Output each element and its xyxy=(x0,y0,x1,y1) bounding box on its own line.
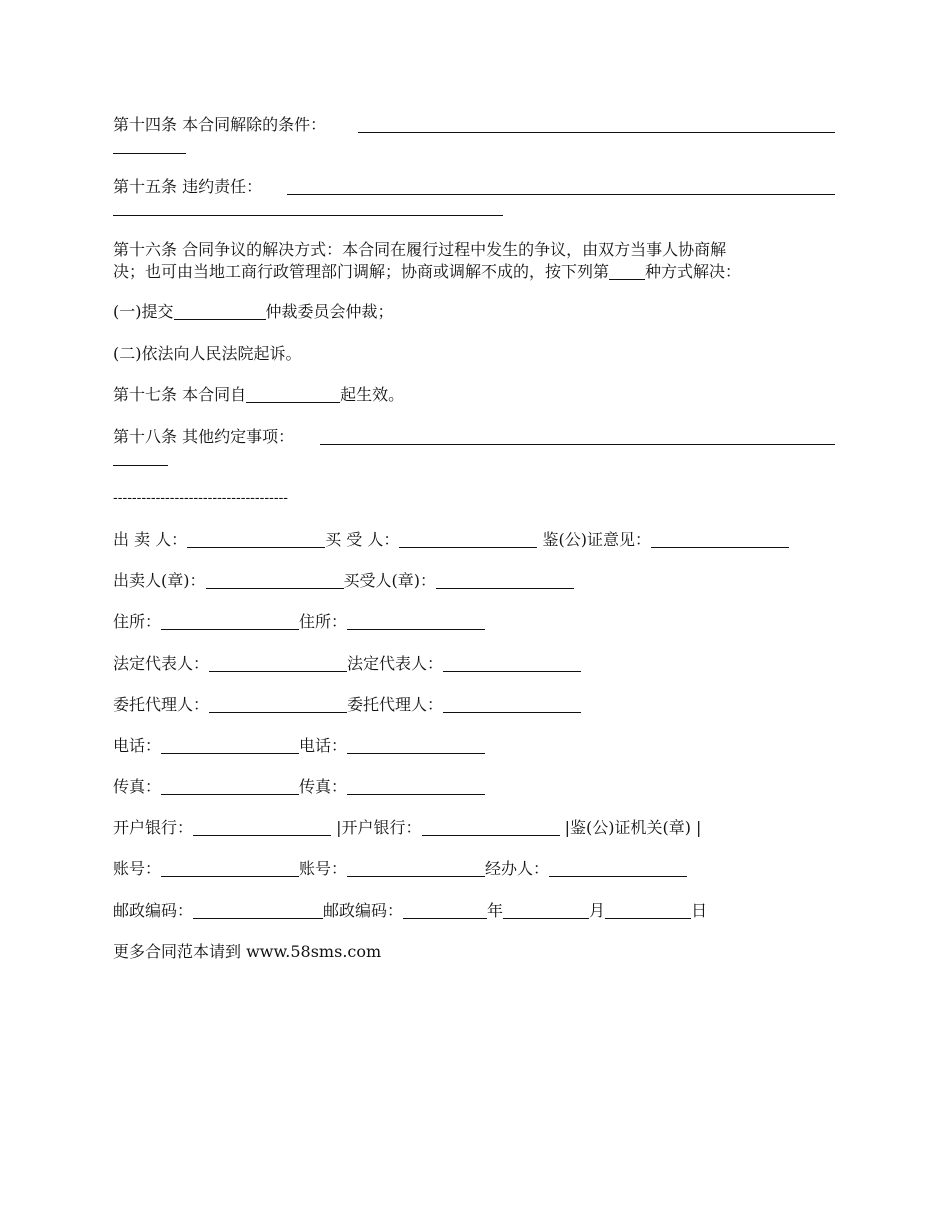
article-18-text: 第十八条 其他约定事项： xyxy=(113,427,295,446)
notary-opinion-label: 鉴(公)证意见： xyxy=(542,530,651,549)
agent-label-2: 委托代理人： xyxy=(347,695,444,714)
article-16-line-2 xyxy=(113,262,741,282)
footer-note xyxy=(113,942,381,962)
day-label: 日 xyxy=(691,901,708,920)
seller-label: 出 卖 人： xyxy=(113,530,188,549)
fax-label-1: 传真： xyxy=(113,777,162,796)
article-14-blank-cont xyxy=(113,153,186,154)
account-blank-1 xyxy=(161,860,299,877)
agent-blank-2 xyxy=(443,696,581,713)
article-16-text-2a: 决；也可由当地工商行政管理部门调解；协商或调解不成的，按下列第 xyxy=(113,262,610,281)
fax-blank-2 xyxy=(347,778,485,795)
year-blank xyxy=(403,902,487,919)
article-15-blank xyxy=(287,194,835,195)
handler-blank xyxy=(549,860,687,877)
option-1-text-a: (一)提交 xyxy=(113,302,174,321)
article-15-text: 第十五条 违约责任： xyxy=(113,177,263,196)
phone-blank-1 xyxy=(161,737,299,754)
article-18-blank-cont xyxy=(113,465,168,466)
bank-label-1: 开户银行： xyxy=(113,818,194,837)
fax-blank-1 xyxy=(161,778,299,795)
article-17-text-a: 第十七条 本合同自 xyxy=(113,385,247,404)
year-label: 年 xyxy=(487,901,504,920)
row-seals xyxy=(113,571,574,591)
row-phone xyxy=(113,736,485,756)
account-blank-2 xyxy=(347,860,485,877)
seller-blank xyxy=(187,531,325,548)
account-label-2: 账号： xyxy=(299,859,348,878)
handler-label: 经办人： xyxy=(485,859,550,878)
address-label-1: 住所： xyxy=(113,612,162,631)
footer-text: 更多合同范本请到 www.58sms.com xyxy=(113,942,382,961)
bank-blank-2 xyxy=(422,819,560,836)
option-1 xyxy=(113,302,394,322)
address-label-2: 住所： xyxy=(299,612,348,631)
separator-line: ------------------------------------- xyxy=(113,490,289,506)
phone-label-2: 电话： xyxy=(299,736,348,755)
fax-label-2: 传真： xyxy=(299,777,348,796)
legal-rep-blank-2 xyxy=(443,655,581,672)
buyer-blank xyxy=(399,531,537,548)
phone-label-1: 电话： xyxy=(113,736,162,755)
article-16-text-1: 第十六条 合同争议的解决方式：本合同在履行过程中发生的争议，由双方当事人协商解 xyxy=(113,240,727,259)
notary-opinion-blank xyxy=(651,531,789,548)
buyer-seal-blank xyxy=(436,572,574,589)
row-address xyxy=(113,612,485,632)
account-label-1: 账号： xyxy=(113,859,162,878)
article-18 xyxy=(113,427,294,447)
agent-blank-1 xyxy=(209,696,347,713)
effective-date-blank xyxy=(246,386,340,403)
address-blank-2 xyxy=(347,613,485,630)
article-16-line-1 xyxy=(113,240,726,260)
article-17-text-b: 起生效。 xyxy=(340,385,405,404)
arbitration-body-blank xyxy=(174,303,266,320)
legal-rep-blank-1 xyxy=(209,655,347,672)
method-number-blank xyxy=(609,263,645,280)
seller-seal-label: 出卖人(章)： xyxy=(113,571,206,590)
article-14-text: 第十四条 本合同解除的条件： xyxy=(113,115,327,134)
article-16-text-2b: 种方式解决： xyxy=(645,262,742,281)
row-parties xyxy=(113,530,789,550)
postcode-label-1: 邮政编码： xyxy=(113,901,194,920)
seller-seal-blank xyxy=(206,572,344,589)
option-2-text: (二)依法向人民法院起诉。 xyxy=(113,344,302,363)
postcode-blank-1 xyxy=(193,902,323,919)
article-15 xyxy=(113,177,262,197)
row-agent xyxy=(113,695,581,715)
row-bank xyxy=(113,818,701,838)
article-15-blank-cont xyxy=(113,215,503,216)
article-18-blank xyxy=(320,444,835,445)
row-account xyxy=(113,859,687,879)
agent-label-1: 委托代理人： xyxy=(113,695,210,714)
article-17 xyxy=(113,385,404,405)
day-blank xyxy=(605,902,691,919)
option-2 xyxy=(113,344,302,364)
row-legal-rep xyxy=(113,654,581,674)
phone-blank-2 xyxy=(347,737,485,754)
buyer-seal-label: 买受人(章)： xyxy=(343,571,436,590)
article-14-blank xyxy=(358,132,835,133)
bank-label-2: |开户银行： xyxy=(336,818,422,837)
bank-blank-1 xyxy=(193,819,331,836)
legal-rep-label-2: 法定代表人： xyxy=(347,654,444,673)
row-fax xyxy=(113,777,485,797)
buyer-label: 买 受 人： xyxy=(325,530,400,549)
article-14 xyxy=(113,115,326,135)
month-blank xyxy=(503,902,589,919)
postcode-label-2: 邮政编码： xyxy=(323,901,404,920)
notary-seal-label: |鉴(公)证机关(章) | xyxy=(564,818,702,837)
address-blank-1 xyxy=(161,613,299,630)
legal-rep-label-1: 法定代表人： xyxy=(113,654,210,673)
row-postcode-date xyxy=(113,901,707,921)
option-1-text-b: 仲裁委员会仲裁； xyxy=(265,302,394,321)
month-label: 月 xyxy=(589,901,606,920)
